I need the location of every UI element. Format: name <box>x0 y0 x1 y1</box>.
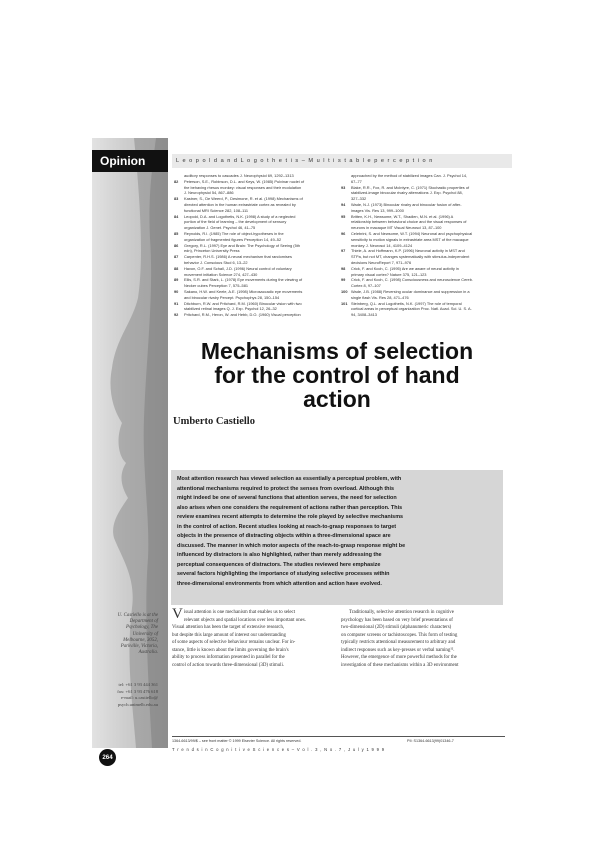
reference-number: 85 <box>174 230 179 236</box>
affiliation-line: Psychology, The <box>125 625 158 631</box>
abstract-line: influenced by distractors is also highlighted, rather than merely addressing the <box>177 552 382 559</box>
reference-line: functional MRI Science 282, 108–111 <box>184 207 249 213</box>
running-head: L e o p o l d a n d L o g o t h e t i s – M u l t i s t a b l e p e r c e p t i o n <box>172 154 512 168</box>
reference-line: behavior J. Conscious Stud 6, 13–22 <box>184 259 248 265</box>
reference-line: Wade, N.J. (1973) Binocular rivalry and binocular fusion of after- <box>351 201 462 207</box>
reference-line: directed attention in the human extrastriate cortex as revealed by <box>184 201 296 207</box>
reference-text <box>184 179 334 196</box>
title-line: Mechanisms of selection <box>200 338 474 364</box>
reference-line: Crick, F. and Koch, C. (1998) Consciousness and neuroscience Cereb. <box>351 277 473 283</box>
reference-line: Pritchard, R.M., Heron, W. and Hebb, D.O. (1960) Visual perception <box>184 312 301 318</box>
reference-text <box>184 196 334 213</box>
reference-number <box>341 173 351 185</box>
reference-line: 94, 3408–3413 <box>351 312 377 318</box>
reference-number: 92 <box>174 312 179 318</box>
reference-line: sensitivity to motion signals in extrastriate area MST of the macaque <box>351 236 469 242</box>
reference-line: relationship between behavioral choice and the visual responses of <box>351 219 467 225</box>
reference-number: 100 <box>341 288 348 294</box>
reference-line: Sakano, H.W. and Keele, A.E. (1998) Microsaccadic eye movements <box>184 288 303 294</box>
reference-text <box>184 277 334 289</box>
reference-number: 91 <box>174 300 179 306</box>
reference-line: Peterson, S.E., Robinson, D.L. and Keys, W. (1985) Pulvinar nuclei of <box>184 178 305 184</box>
abstract-line: discussed. The manner in which motor aspects of the reach-to-grasp response might be <box>177 542 406 549</box>
reference-text <box>184 254 334 266</box>
body-line: However, the emergence of more powerful methods for the <box>341 655 457 661</box>
reference-line: images Vis. Res 13, 999–1000 <box>351 207 404 213</box>
reference-line: portion of the field of learning – the development of sensory <box>184 219 287 225</box>
abstract-box <box>171 470 503 605</box>
abstract-line: three-dimensional environments from which attention and action have evolved. <box>177 581 382 588</box>
affiliation-line: U. Castiello is at the <box>117 613 158 618</box>
abstract-line: also arises when one considers the requirement of actions rather than perception. This <box>177 504 403 511</box>
reference-number: 93 <box>341 184 346 190</box>
reference-line: Carpenter, R.H.S. (1986) A neural mechanism that randomises <box>184 254 292 260</box>
reference-line: edn), Princeton University Press <box>184 248 240 254</box>
reference-entry <box>341 202 501 214</box>
reference-line: organization of fragmented figures Perception 14, 49–52 <box>184 236 282 242</box>
page-number-badge: 264 <box>99 749 116 766</box>
body-line: but despite this large amount of interest our understanding <box>172 632 287 638</box>
reference-entry <box>341 214 501 231</box>
body-line: ability to process information presented in parallel for the <box>172 655 285 661</box>
reference-line: Blake, R.R., Fox, R. and McIntyre, C. (1971) Stochastic properties of <box>351 184 470 190</box>
reference-line: Crick, F. and Koch, C. (1995) Are we aware of neural activity in <box>351 265 459 271</box>
body-line: indirect responses such as key-presses or verbal naming¹². <box>341 647 455 653</box>
reference-line: Reynolds, R.I. (1985) The role of object-hypotheses in the <box>184 230 284 236</box>
reference-text <box>351 277 501 289</box>
affiliation-line: Melbourne, 3052, <box>123 637 158 643</box>
affiliation-line: Australia. <box>138 650 158 656</box>
reference-line: Ellis, S.R. and Stark, L. (1978) Eye movements during the viewing of <box>184 277 303 283</box>
reference-text <box>184 231 334 243</box>
reference-number: 88 <box>174 265 179 271</box>
reference-line: J. Neurophysiol 54, 867–886 <box>184 190 234 196</box>
reference-entry <box>174 266 334 278</box>
abstract-line: several factors highlighting the importance of studying selective processes within <box>177 571 390 578</box>
footer-copyright: 1364-6613/99/$ – see front matter © 1999 Elsevier Science. All rights reserved. <box>172 739 302 743</box>
reference-entry <box>341 231 501 248</box>
reference-line: stabilized retinal images Q. J. Exp. Psychol 12, 26–32 <box>184 306 277 312</box>
reference-line: 327–332 <box>351 196 367 202</box>
abstract-line: in the control of action. Recent studies looking at reach-to-grasp responses to target <box>177 523 397 530</box>
abstract-line: review examines recent attempts to determine the role played by selective mechanisms <box>177 514 404 521</box>
footer-pii: PII: S1364-6613(99)01346-7 <box>407 739 454 743</box>
reference-line: Britten, K.H., Newsome, W.T., Shadlen, M.N. et al. (1996) A <box>351 213 454 219</box>
article-author: Umberto Castiello <box>173 416 255 427</box>
reference-entry <box>174 196 334 213</box>
reference-number: 101 <box>341 300 348 306</box>
reference-text <box>351 301 501 318</box>
reference-line: and binocular rivalry Percept. Psychophys 28, 150–154 <box>184 294 280 300</box>
reference-number: 95 <box>341 213 346 219</box>
reference-line: monkey J. Neurosci 14, 4109–4124 <box>351 242 413 248</box>
footer-divider <box>172 736 505 737</box>
reference-text <box>184 266 334 278</box>
body-line: psychology has been based on very brief presentations of <box>341 617 453 623</box>
section-label: Opinion <box>92 150 168 172</box>
abstract-line: might indeed be one of several functions that attention serves, the need for selection <box>177 495 397 502</box>
body-line: Traditionally, selective attention research in cognitive <box>349 610 454 615</box>
body-right-column <box>341 609 501 669</box>
reference-number: 90 <box>174 288 179 294</box>
reference-line: single flash Vis. Res 28, 471–476 <box>351 294 409 300</box>
affiliation-line: Department of <box>129 619 158 625</box>
reference-text <box>351 266 501 278</box>
reference-number: 89 <box>174 277 179 283</box>
body-line: on computer screens or tachistoscopes. This form of testing <box>341 632 458 638</box>
reference-line: approached by the method of stabilized images Can. J. Psychol 14, <box>351 173 468 178</box>
reference-line: STPa, but not MT, changes systematically with stimulus-independent <box>351 254 470 260</box>
abstract-line: attentional mechanisms required to protect the senses from overload. Although this <box>177 485 395 492</box>
body-left-column <box>172 606 332 669</box>
footer-journal: T r e n d s i n C o g n i t i v e S c i e n c e s – V o l . 3 , N o . 7 , J u l y 1 9 9 9 <box>172 747 385 752</box>
reference-line: movement initiation Science 274, 427–430 <box>184 271 258 277</box>
affiliation-line: University of <box>132 631 158 637</box>
body-line: relevant objects and spatial locations over less important ones. <box>183 617 306 623</box>
reference-line: cortical areas in perceptual organization Proc. Natl. Acad. Sci. U. S. A. <box>351 306 472 312</box>
body-line: Visual attention has been the target of extensive research, <box>172 625 285 631</box>
reference-line: Steinberg, Q.L. and Logothetis, N.K. (1997) The role of temporal <box>351 300 462 306</box>
reference-number: 87 <box>174 254 179 260</box>
reference-number: 97 <box>341 248 346 254</box>
abstract-line: objects in the presence of distracting objects within a three-dimensional space are <box>177 533 391 540</box>
reference-line: Necker cubes Perception 7, 575–581 <box>184 283 249 289</box>
reference-line: Gregory, R.L. (1997) Eye and Brain: The Psychology of Seeing (5th <box>184 242 300 248</box>
reference-entry <box>341 185 501 202</box>
reference-text <box>351 289 501 301</box>
author-contact <box>94 682 158 708</box>
body-line: of some aspects of selective behaviour remains unclear. For in- <box>172 640 296 646</box>
reference-text <box>351 248 501 265</box>
reference-entry <box>341 248 501 265</box>
reference-text <box>184 243 334 255</box>
reference-entry <box>174 243 334 255</box>
reference-entry <box>174 214 334 231</box>
reference-entry <box>341 289 501 301</box>
reference-entry <box>174 254 334 266</box>
reference-number: 86 <box>174 242 179 248</box>
reference-line: 67–77 <box>351 178 362 184</box>
contact-line: e-mail: u.castiello@ <box>120 695 158 701</box>
reference-number: 96 <box>341 230 346 236</box>
reference-line: Cortex 8, 97–107 <box>351 283 381 289</box>
contact-line: psych.unimelb.edu.au <box>117 701 158 707</box>
reference-line: Havon, O.F. and Schall, J.D. (1996) Neural control of voluntary <box>184 265 292 271</box>
reference-text <box>184 312 334 318</box>
footer-copyright-line <box>172 739 505 744</box>
reference-line: the behaving rhesus monkey: visual responses and their modulation <box>184 184 302 190</box>
reference-number: 83 <box>174 196 179 202</box>
reference-line: Kastner, S., De Weerd, P., Desimone, R. et al. (1998) Mechanisms of <box>184 196 303 202</box>
body-line: control of action towards three-dimensional (3D) stimuli. <box>172 662 285 668</box>
reference-number: 99 <box>341 277 346 283</box>
reference-line: decisions NeuroReport 7, 971–976 <box>351 259 412 265</box>
body-line: investigation of these mechanisms within a 3D environment <box>341 662 459 668</box>
reference-line: Leopold, D.A. and Logothetis, N.K. (1998) A study of a neglected <box>184 213 296 219</box>
reference-text <box>351 202 501 214</box>
reference-entry <box>174 179 334 196</box>
reference-entry <box>174 312 334 318</box>
body-line: two-dimensional (2D) stimuli (alphanumeric characters) <box>341 625 452 631</box>
reference-line: Wade, J.B. (1988) Reversing ocular dominance and suppression in a <box>351 288 470 294</box>
article-title <box>172 339 502 411</box>
face-profile-graphic <box>92 138 168 748</box>
abstract-line: Most attention research has viewed selection as essentially a perceptual problem, with <box>177 476 402 482</box>
reference-text <box>184 289 334 301</box>
body-line: typically restricts attentional measurement to arbitrary and <box>341 640 456 646</box>
reference-line: Ditchburn, R.W. and Pritchard, R.M. (1960) Binocular vision with two <box>184 300 302 306</box>
reference-text <box>351 173 501 185</box>
drop-cap: V <box>172 606 183 622</box>
contact-line: fax: +61 3 93 476 618 <box>117 688 158 694</box>
reference-line: stabilized-image binocular rivalry alternations J. Exp. Psychol 88, <box>351 190 463 196</box>
body-line: stance, little is known about the limits governing the brain's <box>172 647 289 653</box>
reference-text <box>184 214 334 231</box>
reference-entry <box>341 266 501 278</box>
reference-entry <box>174 301 334 313</box>
reference-number: 84 <box>174 213 179 219</box>
reference-number: 98 <box>341 265 346 271</box>
contact-line: tel: +61 3 93 444 361 <box>118 682 158 687</box>
references-left-column <box>174 173 334 318</box>
reference-text <box>184 301 334 313</box>
title-line: for the control of hand <box>214 362 460 388</box>
reference-line: neurons in macaque MT Visual Neurosci 13, 87–100 <box>351 225 442 231</box>
reference-number: 94 <box>341 201 346 207</box>
references-right-column <box>341 173 501 318</box>
title-line: action <box>303 386 371 412</box>
reference-entry <box>341 277 501 289</box>
body-line: isual attention is one mechanism that enables us to select <box>183 610 296 615</box>
reference-entry <box>341 173 501 185</box>
reference-entry <box>174 231 334 243</box>
abstract-line: perceptual consequences of distractors. The studies reviewed here emphasize <box>177 561 381 568</box>
reference-line: Thiele, A. and Hoffmann, K.P. (1996) Neuronal activity in MST and <box>351 248 465 254</box>
reference-line: primary visual cortex? Nature 375, 121–123 <box>351 271 427 277</box>
affiliation-line: Parkville, Victoria, <box>120 644 158 650</box>
reference-line: Celebrini, S. and Newsome, W.T. (1994) Neuronal and psychophysical <box>351 230 473 236</box>
reference-entry <box>341 301 501 318</box>
author-affiliation <box>94 613 158 656</box>
reference-text <box>351 214 501 231</box>
reference-line: organization J. Genet. Psychol 46, 41–75 <box>184 225 256 231</box>
reference-entry <box>174 277 334 289</box>
reference-text <box>351 185 501 202</box>
reference-entry <box>174 289 334 301</box>
reference-text <box>351 231 501 248</box>
reference-number: 82 <box>174 178 179 184</box>
reference-line: auditory responses to cascades J. Neurophysiol 69, 1292–1313 <box>184 173 294 178</box>
